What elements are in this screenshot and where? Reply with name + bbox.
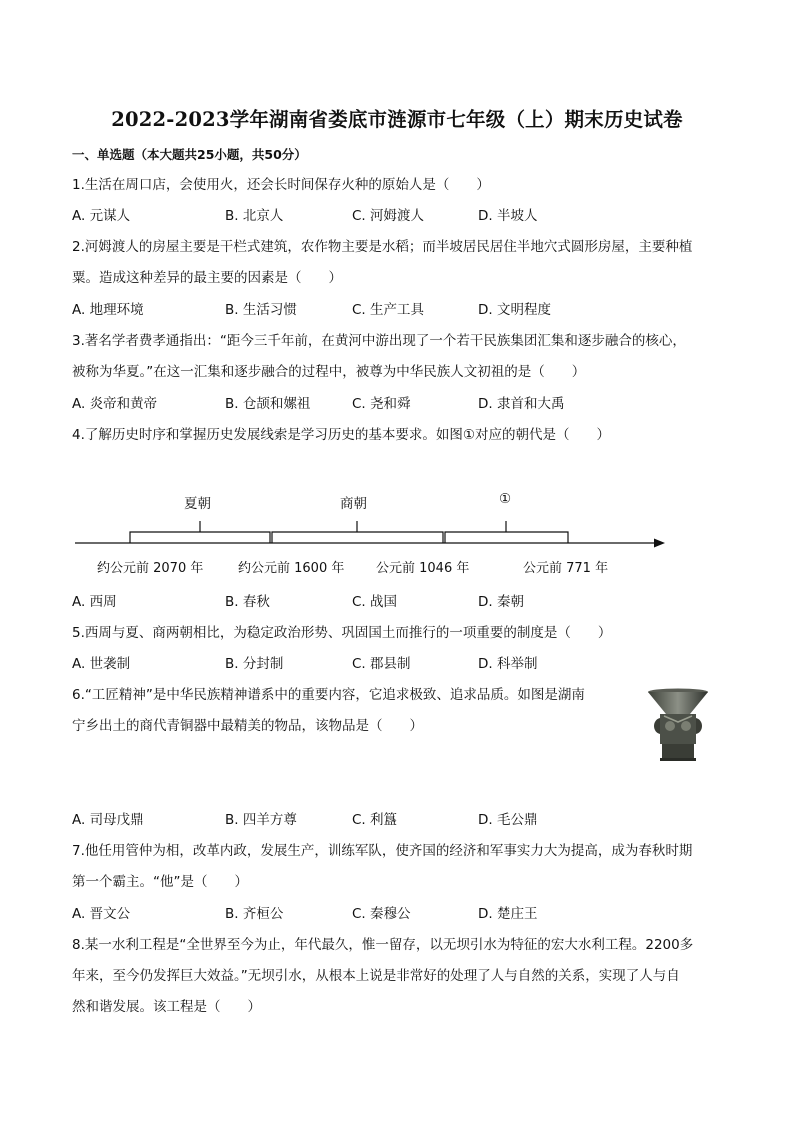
question-3-stem-line1: 3.著名学者费孝通指出：“距今三千年前，在黄河中游出现了一个若干民族集团汇集和逐步融合的核心， — [72, 333, 686, 349]
q4-option-d: D. 秦朝 — [478, 594, 524, 610]
timeline-date-1: 约公元前 2070 年 — [97, 561, 204, 576]
q6-option-c: C. 利簋 — [352, 812, 398, 828]
question-6-stem-line1: 6.“工匠精神”是中华民族精神谱系中的重要内容，它追求极致、追求品质。如图是湖南 — [72, 687, 585, 703]
q2-option-d: D. 文明程度 — [478, 302, 551, 318]
q7-option-c: C. 秦穆公 — [352, 906, 411, 922]
question-5-stem: 5.西周与夏、商两朝相比，为稳定政治形势、巩固国土而推行的一项重要的制度是（ ） — [72, 625, 612, 641]
q5-option-b: B. 分封制 — [225, 656, 284, 672]
timeline-date-3: 公元前 1046 年 — [376, 561, 470, 576]
question-2-stem-line1: 2.河姆渡人的房屋主要是干栏式建筑，农作物主要是水稻；而半坡居民居住半地穴式圆形房屋，主要种植 — [72, 239, 693, 255]
q4-option-a: A. 西周 — [72, 594, 117, 610]
q4-option-b: B. 春秋 — [225, 594, 270, 610]
q1-option-c: C. 河姆渡人 — [352, 208, 425, 224]
q1-option-b: B. 北京人 — [225, 208, 284, 224]
bronze-vessel-image — [646, 688, 710, 762]
q2-option-b: B. 生活习惯 — [225, 302, 297, 318]
question-3-stem-line2: 被称为华夏。”在这一汇集和逐步融合的过程中，被尊为中华民族人文初祖的是（ ） — [72, 364, 586, 380]
q2-option-a: A. 地理环境 — [72, 302, 144, 318]
q1-option-d: D. 半坡人 — [478, 208, 538, 224]
q5-option-c: C. 郡县制 — [352, 656, 411, 672]
question-4-stem: 4.了解历史时序和掌握历史发展线索是学习历史的基本要求。如图①对应的朝代是（ ） — [72, 427, 610, 443]
bracket-shang — [272, 532, 443, 543]
question-7-stem-line2: 第一个霸主。“他”是（ ） — [72, 874, 248, 890]
timeline-label-shang: 商朝 — [340, 496, 367, 512]
bracket-zhou — [445, 532, 568, 543]
question-7-stem-line1: 7.他任用管仲为相，改革内政，发展生产，训练军队，使齐国的经济和军事实力大为提高，成为春秋时期 — [72, 843, 693, 859]
q3-option-b: B. 仓颉和嫘祖 — [225, 396, 311, 412]
question-2-stem-line2: 粟。造成这种差异的最主要的因素是（ ） — [72, 270, 342, 286]
q5-option-d: D. 科举制 — [478, 656, 538, 672]
section-heading: 一、单选题（本大题共25小题，共50分） — [72, 147, 307, 162]
question-8-stem-line1: 8.某一水利工程是“全世界至今为止，年代最久，惟一留存，以无坝引水为特征的宏大水利工程。2200多 — [72, 937, 694, 953]
q6-option-a: A. 司母戊鼎 — [72, 812, 144, 828]
timeline-date-4: 公元前 771 年 — [523, 561, 609, 576]
q6-option-b: B. 四羊方尊 — [225, 812, 297, 828]
q4-option-c: C. 战国 — [352, 594, 398, 610]
q3-option-c: C. 尧和舜 — [352, 396, 411, 412]
q6-option-d: D. 毛公鼎 — [478, 812, 538, 828]
timeline-label-xia: 夏朝 — [184, 496, 211, 512]
question-8-stem-line3: 然和谐发展。该工程是（ ） — [72, 999, 261, 1015]
bracket-xia — [130, 532, 270, 543]
q2-option-c: C. 生产工具 — [352, 302, 425, 318]
q7-option-d: D. 楚庄王 — [478, 906, 538, 922]
q3-option-a: A. 炎帝和黄帝 — [72, 396, 158, 412]
timeline-date-2: 约公元前 1600 年 — [238, 561, 345, 576]
q7-option-b: B. 齐桓公 — [225, 906, 284, 922]
question-6-stem-line2: 宁乡出土的商代青铜器中最精美的物品，该物品是（ ） — [72, 718, 423, 734]
q7-option-a: A. 晋文公 — [72, 906, 131, 922]
timeline-label-1: ① — [499, 491, 512, 507]
q1-option-a: A. 元谋人 — [72, 208, 131, 224]
q5-option-a: A. 世袭制 — [72, 656, 131, 672]
timeline-arrow-icon — [654, 539, 665, 548]
q3-option-d: D. 隶首和大禹 — [478, 396, 565, 412]
question-8-stem-line2: 年来，至今仍发挥巨大效益。”无坝引水，从根本上说是非常好的处理了人与自然的关系，实现了人与自 — [72, 968, 680, 984]
question-1-stem: 1.生活在周口店，会使用火，还会长时间保存火种的原始人是（ ） — [72, 177, 490, 193]
page-title: 2022-2023学年湖南省娄底市涟源市七年级（上）期末历史试卷 — [111, 108, 683, 131]
